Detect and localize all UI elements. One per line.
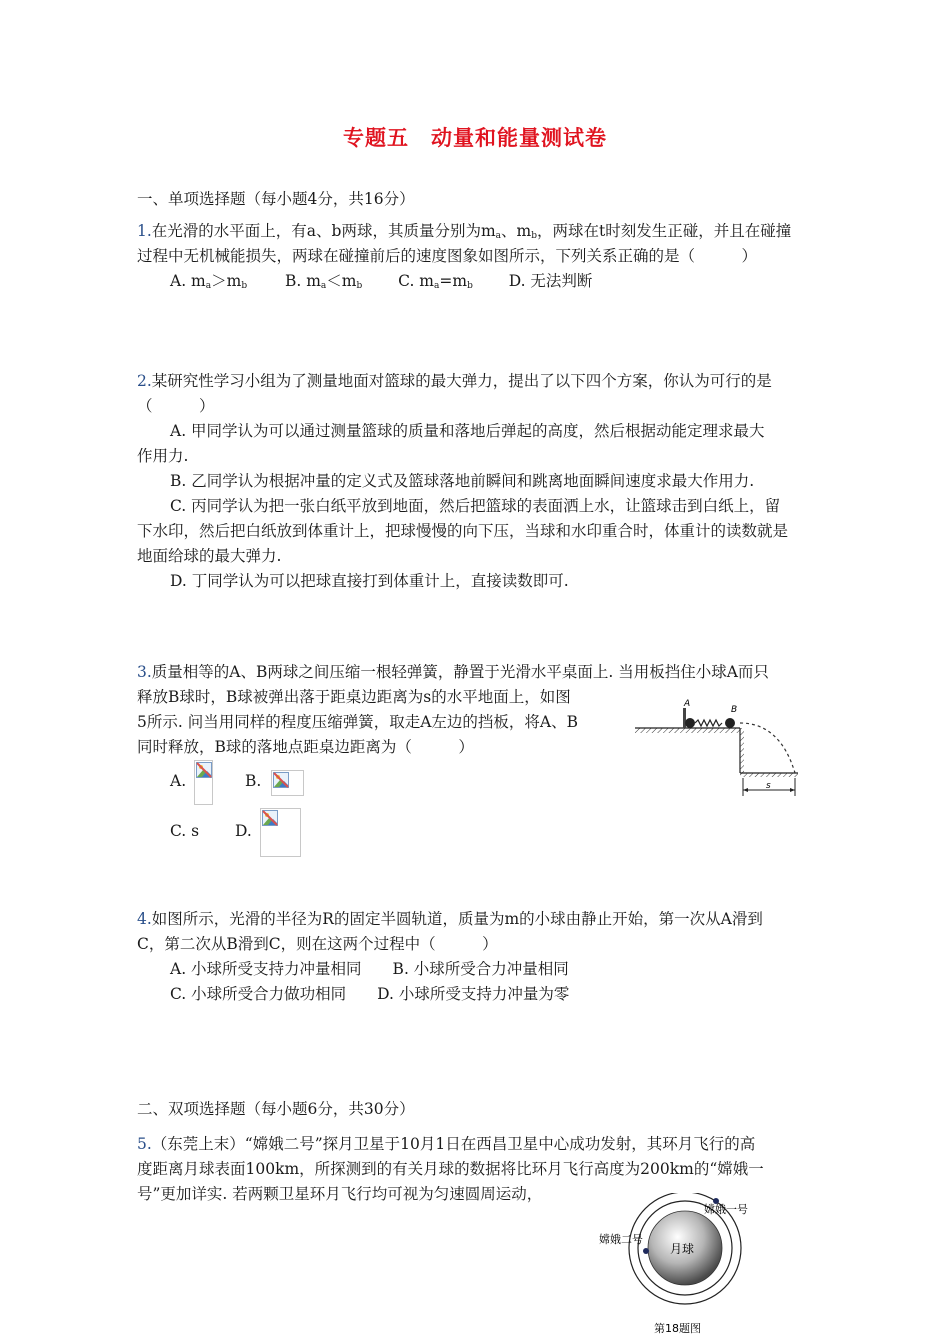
question-5-line-3: 号”更加详实. 若两颗卫星环月飞行均可视为匀速圆周运动，: [137, 1185, 543, 1203]
label-s: s: [766, 781, 771, 791]
broken-image-icon: [260, 808, 301, 857]
q1-text: 在光滑的水平面上，有a、b两球，其质量分别为m: [151, 222, 496, 240]
question-number: 3.: [137, 663, 152, 681]
subscript: a: [495, 231, 502, 241]
q2-text: 某研究性学习小组为了测量地面对篮球的最大弹力，提出了以下四个方案，你认为可行的是: [151, 372, 772, 390]
question-1-line-2: 过程中无机械能损失，两球在碰撞前后的速度图象如图所示，下列关系正确的是（ ）: [137, 247, 758, 265]
label-b: B: [731, 705, 738, 715]
question-number: 2.: [137, 372, 152, 390]
satellite-2: [643, 1248, 649, 1254]
figure-caption: 第18题图: [654, 1322, 701, 1335]
option-c: C. $m_a=m_b$: [398, 272, 473, 291]
image-placeholder-icon: [273, 772, 289, 788]
question-5-line-2: 度距离月球表面100km，所探测到的有关月球的数据将比环月飞行高度为200km的“嫦娥一: [137, 1160, 764, 1178]
q3-option-a-label: A.: [170, 772, 187, 790]
section-heading-single-choice: 一、单项选择题（每小题4分，共16分）: [137, 190, 415, 208]
q1-text: 、m: [501, 222, 532, 240]
q3-text: 质量相等的A、B两球之间压缩一根轻弹簧，静置于光滑水平桌面上. 当用板挡住小球A而只: [151, 663, 769, 681]
question-2-line-2: （ ）: [137, 397, 215, 415]
broken-image-icon: [271, 770, 304, 796]
question-4-line-2: C，第二次从B滑到C，则在这两个过程中（ ）: [137, 935, 498, 953]
question-number: 4.: [137, 910, 152, 928]
question-3-line-2: 释放B球时，B球被弹出落于距桌边距离为s的水平地面上，如图: [137, 688, 571, 706]
image-placeholder-icon: [262, 810, 278, 826]
question-5-line-1: [137, 1132, 755, 1157]
satellite-2-label: 嫦娥二号: [599, 1233, 643, 1246]
option-b: B. $m_a<m_b$: [284, 272, 363, 291]
option-d: D. 无法判断: [508, 272, 593, 290]
satellite-1-label: 嫦娥一号: [704, 1203, 748, 1216]
question-1-options: [170, 269, 592, 299]
question-2-line-1: [137, 369, 772, 394]
question-2-option-c-cont: 下水印，然后把白纸放到体重计上，把球慢慢的向下压，当球和水印重合时，体重计的读数就是: [137, 522, 789, 540]
moon-label: 月球: [670, 1242, 695, 1256]
subscript: b: [531, 231, 538, 241]
q5-text: （东莞上末）“嫦娥二号”探月卫星于10月1日在西昌卫星中心成功发射，其环月飞行的高: [151, 1135, 756, 1153]
question-4-line-1: [137, 907, 763, 932]
question-number: 1.: [137, 222, 152, 240]
question-4-options-cd: C. 小球所受合力做功相同 D. 小球所受支持力冲量为零: [170, 985, 570, 1003]
question-number: 5.: [137, 1135, 152, 1153]
question-3-line-1: [137, 660, 769, 685]
question-2-option-d: D. 丁同学认为可以把球直接打到体重计上，直接读数即可.: [170, 572, 569, 590]
question-2-option-c-cont: 地面给球的最大弹力.: [137, 547, 282, 565]
question-4-options-ab: A. 小球所受支持力冲量相同 B. 小球所受合力冲量相同: [170, 960, 569, 978]
question-2-option-a: A. 甲同学认为可以通过测量篮球的质量和落地后弹起的高度，然后根据动能定理求最大: [170, 422, 765, 440]
q3-option-b-label: B.: [245, 772, 262, 790]
table-spring-figure: [630, 698, 800, 800]
broken-image-icon: [194, 760, 213, 805]
label-a: A: [684, 699, 691, 709]
image-placeholder-icon: [196, 762, 212, 778]
q3-option-c: C. s: [170, 822, 200, 840]
q1-text: ，两球在t时刻发生正碰，并且在碰撞: [537, 222, 792, 240]
question-3-line-4: 同时释放，B球的落地点距桌边距离为（ ）: [137, 738, 474, 756]
option-a: A. $m_a>m_b$: [170, 272, 248, 291]
question-2-option-b: B. 乙同学认为根据冲量的定义式及篮球落地前瞬间和跳离地面瞬间速度求最大作用力.: [170, 472, 755, 490]
q3-option-d-label: D.: [235, 822, 252, 840]
q4-text: 如图所示，光滑的半径为R的固定半圆轨道，质量为m的小球由静止开始，第一次从A滑到: [151, 910, 763, 928]
moon-orbit-figure: [592, 1193, 772, 1338]
section-heading-double-choice: 二、双项选择题（每小题6分，共30分）: [137, 1100, 415, 1118]
question-2-option-c: C. 丙同学认为把一张白纸平放到地面，然后把篮球的表面洒上水，让篮球击到白纸上，留: [170, 497, 781, 515]
question-2-option-a-cont: 作用力.: [137, 447, 189, 465]
question-3-line-3: 5所示. 问当用同样的程度压缩弹簧，取走A左边的挡板，将A、B: [137, 713, 578, 731]
page-title: 专题五 动量和能量测试卷: [343, 125, 607, 150]
